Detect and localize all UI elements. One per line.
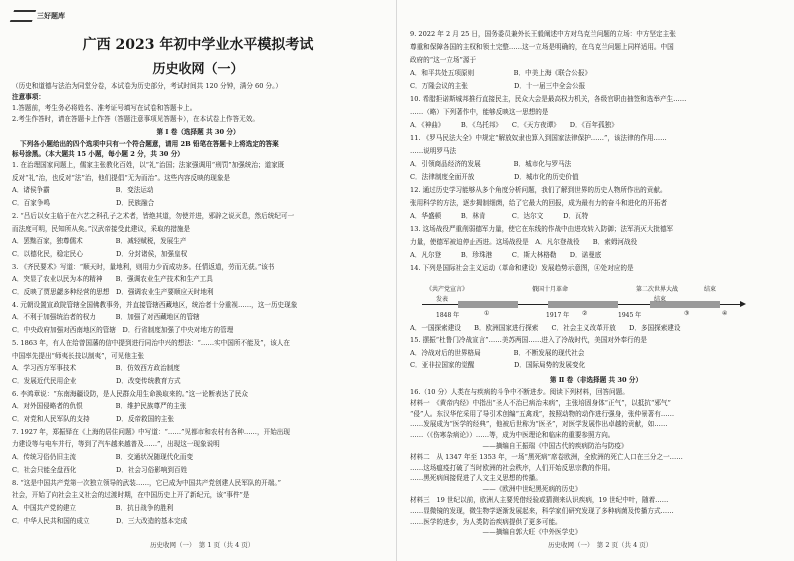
question-line: 材料三 19 世纪以前，欧洲人主要凭借经验或猜测来认识疾病，19 世纪中叶，随着…… (410, 496, 669, 504)
timeline-arrow-icon (740, 301, 746, 307)
question-line: 8. “这是中国共产党第一次独立领导的武装……，它已成为中国共产党创建人民军队的开端。” (12, 478, 281, 487)
timeline-label: 《共产党宣言》 (426, 286, 469, 293)
question-line: A．冷战对后的世界格局 B．不断发展的现代社会 (410, 348, 585, 357)
right-column (398, 0, 794, 561)
intro-line: 1.答题前，考生务必将姓名、准考证号填写在试卷和答题卡上。 (12, 104, 197, 112)
question-line: 6. 李鸿章说：“东南海疆设防，是人民群众用生命换取来的。”这一论断表达了民众 (12, 389, 249, 398)
question-line: 7. 1927 年，郑振铎在《上海的居住问题》中写道：“……”见都市和农村有各种……，开始出现 (12, 427, 290, 436)
question-line: 1. 在治理国家问题上，儒家主张教化百姓，以“礼”治国；法家强调用“刑罚”加强统治；道家既 (12, 161, 285, 169)
page-footer: 历史收网（一） 第 1 页（共 4 页） (150, 541, 255, 549)
exam-title: 广西 2023 年初中学业水平模拟考试 (82, 37, 314, 53)
timeline-year: 1945 年 (618, 312, 642, 319)
question-line: C．发展近代民用企业 D．改变传统教育方式 (12, 376, 181, 385)
timeline-label: 结束 (704, 286, 717, 293)
question-line: 5. 1863 年，有人在给曾国藩的信中提到进行同治中兴的想法：“……实中国所不能及”，该人在 (12, 338, 290, 347)
question-line: C．以德化民，稳定民心 D．分封诸侯，加强皇权 (12, 249, 188, 258)
timeline-marker: ③ (684, 310, 690, 317)
question-line: A．中国共产党的建立 B．抗日战争的胜利 (12, 503, 174, 512)
timeline-marker: ② (582, 310, 588, 317)
question-line: 社会，开始了向社会主义社会的过渡时期，在中国历史上开了新纪元，该“事件”是 (12, 491, 250, 500)
question-line: 4. 元朝设置宣政院管辖全国佛教事务，并直接管辖西藏地区，统治者十分重视……，这一历史现象 (12, 300, 298, 309)
question-line: ……显微镜的发现，微生物学逐渐发展起来，科学家们研究发现了多种病菌及传播方式…… (410, 506, 674, 515)
question-line: 而法度可明，民知所从矣。”汉武帝接受此建议，采取的措施是 (12, 224, 191, 233)
timeline-segment (458, 301, 518, 308)
question-line: ……医学的进步，为人类防治疾病提供了更多可能。 (410, 517, 562, 526)
question-line: A．华盛顿 B．林肯 C．达尔文 D．瓦特 (410, 212, 589, 220)
question-line: C．社会只能全盘西化 D．社会习俗影响到百姓 (12, 465, 188, 474)
intro-line: （历史和道德与法治为同堂分卷，本试卷为历史部分，考试时间共 120 分钟，满分 60 分。） (12, 82, 283, 90)
question-line: 中国率先提出“师夷长技以制夷”，可见他主张 (12, 351, 145, 360)
question-line: ——摘编自王振瑞《中国古代的疾病防治与防疫》 (410, 442, 628, 450)
question-line: ……（略）下列著作中，能够反映这一思想的是 (410, 108, 549, 116)
question-line: C．中华人民共和国的成立 D．三大改造的基本完成 (12, 516, 188, 525)
question-line: ——《欧洲中世纪黑死病的历史》 (410, 485, 582, 494)
part1-instruction: 下列各小题给出的四个选项中只有一个符合题意，请用 2B 铅笔在答题卡上将选定的答案 (20, 140, 279, 148)
timeline-marker: ① (484, 310, 490, 317)
timeline-segment (548, 301, 618, 308)
intro-line: 2.考生作答时，请在答题卡上作答（答题注意事项见答题卡），在本试卷上作答无效。 (12, 115, 259, 123)
left-column (0, 0, 396, 561)
timeline-label: 结束 (654, 296, 667, 303)
question-line: A．引领商品经济的发展 B．城市化与罗马法 (410, 160, 572, 168)
part2-title: 第 Ⅱ 卷（非选择题 共 30 分） (549, 376, 643, 384)
question-line: 10. 希腊拒诺斯城邦推行直接民主，民众大会是最高权力机关，各级官职由抽签和选举产生…… (410, 95, 687, 103)
question-line: ……黑死病间接促进了人文主义思想的传播。 (410, 474, 542, 483)
question-line: A．罢黜百家，独尊儒术 B．减轻赋税，发展生产 (12, 237, 187, 246)
question-line: A．传统习俗仍旧主流 B．交通状况随现代化而变 (12, 453, 194, 462)
question-line: A．凡尔登 B．珍珠港 C．斯大林格勒 D．诺曼底 (410, 251, 602, 259)
question-line: “侵”人。东汉华佗采用了导引术创编“五禽戏”，按照动物的动作进行强身，张仲景著有…… (410, 409, 675, 418)
question-line: ……发展成为“医学的经典”，他被后世称为“医圣”，对医学发展作出卓越的贡献，如…… (410, 420, 668, 429)
question-line: C．反映了贾思勰多种经营的思想 D．强调农业生产要顺应天时地利 (12, 288, 214, 296)
question-line: C．中央政府加强对西南地区的管辖 D．行省制度加强了中央对地方的管理 (12, 326, 234, 335)
timeline-year: 1848 年 (436, 312, 460, 319)
question-line: 尊重和保障各国的主权和领土完整……这一立场是明确的，在乌克兰问题上同样适用。中国 (410, 43, 674, 51)
question-line: 14. 下列是国际社会主义运动（革命和建设）发展趋势示意图，④处对应的是 (410, 264, 634, 272)
page-footer: 历史收网（一） 第 2 页（共 4 页） (548, 541, 653, 549)
question-line: 15. 摆振“杜鲁门冷战宣言”……美苏两国……进入了冷战时代，美国对外奉行的是 (410, 336, 647, 345)
question-line: A．《神曲》 B．《乌托邦》 C．《天方夜谭》 D．《百年孤独》 (410, 121, 618, 129)
question-line: C．亚非拉国家的觉醒 D．国际局势的发展变化 (410, 361, 586, 370)
question-line: 反对“礼”治，也反对“法”治，他们提倡“无为而治”。这些内容反映的现象是 (12, 173, 231, 182)
question-line: 材料一 《黄帝内经》中指出“圣人不治已病治未病”，主张培固身体“正气”，以抵抗“邪气” (410, 398, 671, 407)
question-line: 3. 《齐民要术》写道：“顺天时，量地利，则用力少而成功多。任情返道，劳而无获。”该书 (12, 262, 275, 271)
question-line: 力量，使德军被迫停止西进。这场战役是 A．凡尔登战役 B．索姆河战役 (410, 238, 638, 246)
question-line: 政府的“这一立场”源于 (410, 56, 477, 64)
column-divider (396, 0, 397, 561)
question-line: 13. 这场战役严重削弱德军力量，使它在东线的作战中由进攻转入防御；法军消灭大批德军 (410, 225, 674, 233)
question-line: 11. 《罗马民法大全》中规定“解放奴隶也算入到国家法律保护……”，该法律的作用…… (410, 134, 667, 142)
question-line: A．对外国侵略者的仇恨 B．维护民族尊严的主张 (12, 402, 187, 411)
question-line: ……（《伤寒杂病论》）……等，成为中医理论和临床的重要参照方向。 (410, 431, 615, 440)
timeline-label: 俄国十月革命 (532, 286, 569, 293)
exam-subtitle: 历史收网（一） (152, 62, 244, 77)
part1-title: 第 Ⅰ 卷（选择题 共 30 分） (156, 128, 240, 136)
question-line: ——摘编自郭大旺《中外医学史》 (410, 528, 582, 537)
question-line: A．突显了农业以民为本的精神 B．强调农业生产技术和生产工具 (12, 275, 213, 284)
question-line: A．诸侯争霸 B．变法运动 (12, 186, 154, 195)
intro-line: 注意事项： (12, 93, 45, 101)
question-line: 力建设等与电车并行，等到了汽车越来越普及……”，出现这一现象说明 (12, 440, 220, 449)
part1-instruction: 标号涂黑。（本大题共 15 小题，每小题 2 分，共 30 分） (12, 150, 184, 158)
question-line: 9. 2022 年 2 月 25 日，国务委员兼外长王毅阐述中方对乌克兰问题的立场：中方坚定主张 (410, 30, 676, 38)
question-line: 2. “吕后以女主临于在六艺之科孔子之术者，皆绝其道，勿使并进，邪辟之说灭息，然后统纪可一 (12, 211, 295, 220)
question-line: ……这场瘟疫打破了当时欧洲的社会秩序，人们开始反思宗教的作用。 (410, 463, 615, 472)
question-line: 16.（10 分）人类在与疾病的斗争中不断进步。阅读下列材料，回答问题。 (410, 388, 629, 396)
question-line: A．和平共处五项原则 B．中美上海《联合公报》 (410, 69, 592, 77)
timeline-marker: ④ (722, 310, 728, 317)
question-line: A．一国探索建设 B．欧洲国家进行探索 C．社会主义改革开放 D．多国探索建设 (410, 324, 681, 332)
question-line: ……说明罗马法 (410, 147, 457, 155)
timeline-year: 1917 年 (546, 312, 570, 319)
question-line: C．万隆会议的主张 D．十一届三中全会公报 (410, 82, 586, 90)
logo-text: 三好题库 (37, 12, 65, 20)
question-line: C．对党和人民军队的支持 D．反帝救国的主张 (12, 415, 174, 423)
question-line: C．百家争鸣 D．民族融合 (12, 199, 155, 208)
question-line: C．法律制度全面开放 D．城市化的历史价值 (410, 173, 579, 181)
timeline-label: 发表 (436, 296, 449, 303)
question-line: A．不利于加强统治者的权力 B．加强了对西藏地区的管辖 (12, 313, 200, 322)
question-line: 张用科学的方法，逐步揭制细菌，给了它最大的回报，成为最有力的奋斗和进化的开拓者 (410, 199, 668, 207)
timeline-label: 第二次世界大战 (636, 286, 679, 293)
socialism-timeline (422, 286, 742, 326)
question-line: 12. 通过历史学习能够从多个角度分析问题，我们了解到世界的历史人物所作出的贡献。 (410, 186, 667, 194)
question-line: 材料二 从 1347 年至 1353 年，一场“黑死病”席卷欧洲，全欧洲的死亡人口在三分之一…… (410, 452, 683, 461)
question-line: A．学习西方军事技术 B．仿效西方政治制度 (12, 364, 180, 373)
